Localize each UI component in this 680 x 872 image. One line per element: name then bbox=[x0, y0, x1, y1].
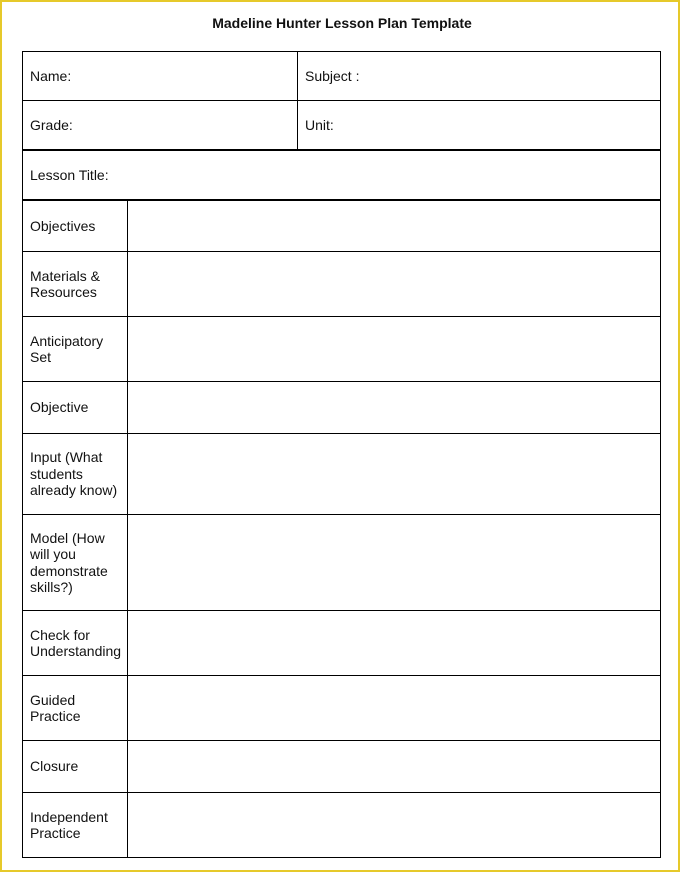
lesson-title-label: Lesson Title: bbox=[30, 166, 109, 183]
section-label bbox=[23, 676, 128, 740]
section-row-input bbox=[23, 434, 660, 515]
lesson-title-row bbox=[23, 151, 660, 201]
section-label bbox=[23, 317, 128, 381]
page-title: Madeline Hunter Lesson Plan Template bbox=[212, 15, 472, 31]
subject-field[interactable] bbox=[298, 52, 660, 100]
section-row-independent-practice bbox=[23, 793, 660, 858]
section-row-guided-practice bbox=[23, 676, 660, 741]
section-label-text: Closure bbox=[30, 758, 79, 775]
section-label-text: Input (What students already know) bbox=[30, 449, 118, 499]
section-entry-input[interactable] bbox=[128, 434, 660, 514]
section-label bbox=[23, 382, 128, 433]
section-row-objectives bbox=[23, 201, 660, 252]
section-entry-model[interactable] bbox=[128, 515, 660, 610]
section-label-text: Objective bbox=[30, 399, 89, 416]
section-label bbox=[23, 434, 128, 514]
section-entry-independent-practice[interactable] bbox=[128, 793, 660, 857]
name-field[interactable] bbox=[23, 52, 298, 100]
section-row-anticipatory-set bbox=[23, 317, 660, 382]
section-label bbox=[23, 252, 128, 316]
unit-label: Unit: bbox=[305, 116, 334, 133]
section-row-model bbox=[23, 515, 660, 611]
section-label bbox=[23, 611, 128, 675]
section-entry-objectives[interactable] bbox=[128, 201, 660, 251]
lesson-title-field[interactable] bbox=[23, 151, 660, 199]
grade-label: Grade: bbox=[30, 116, 73, 133]
section-label-text: Model (How will you demonstrate skills?) bbox=[30, 529, 108, 595]
section-entry-objective[interactable] bbox=[128, 382, 660, 433]
section-entry-materials[interactable] bbox=[128, 252, 660, 316]
section-label-text: Anticipatory Set bbox=[30, 332, 104, 365]
name-subject-row bbox=[23, 52, 660, 101]
section-label-text: Independent Practice bbox=[30, 808, 108, 841]
section-row-materials bbox=[23, 252, 660, 317]
section-entry-check-understanding[interactable] bbox=[128, 611, 660, 675]
section-entry-guided-practice[interactable] bbox=[128, 676, 660, 740]
section-label-text: Guided Practice bbox=[30, 691, 81, 724]
section-label-text: Check for Understanding bbox=[30, 626, 122, 659]
section-entry-anticipatory-set[interactable] bbox=[128, 317, 660, 381]
unit-field[interactable] bbox=[298, 101, 660, 149]
section-row-check-understanding bbox=[23, 611, 660, 676]
subject-label: Subject : bbox=[305, 67, 360, 84]
grade-unit-row bbox=[23, 101, 660, 151]
section-entry-closure[interactable] bbox=[128, 741, 660, 792]
section-label-text: Objectives bbox=[30, 217, 96, 234]
section-label-text: Materials & Resources bbox=[30, 267, 101, 300]
section-label bbox=[23, 515, 128, 610]
section-row-objective bbox=[23, 382, 660, 434]
section-label bbox=[23, 741, 128, 792]
lesson-plan-form bbox=[22, 51, 661, 858]
section-row-closure bbox=[23, 741, 660, 793]
name-label: Name: bbox=[30, 67, 72, 84]
section-label bbox=[23, 201, 128, 251]
grade-field[interactable] bbox=[23, 101, 298, 149]
section-label bbox=[23, 793, 128, 857]
